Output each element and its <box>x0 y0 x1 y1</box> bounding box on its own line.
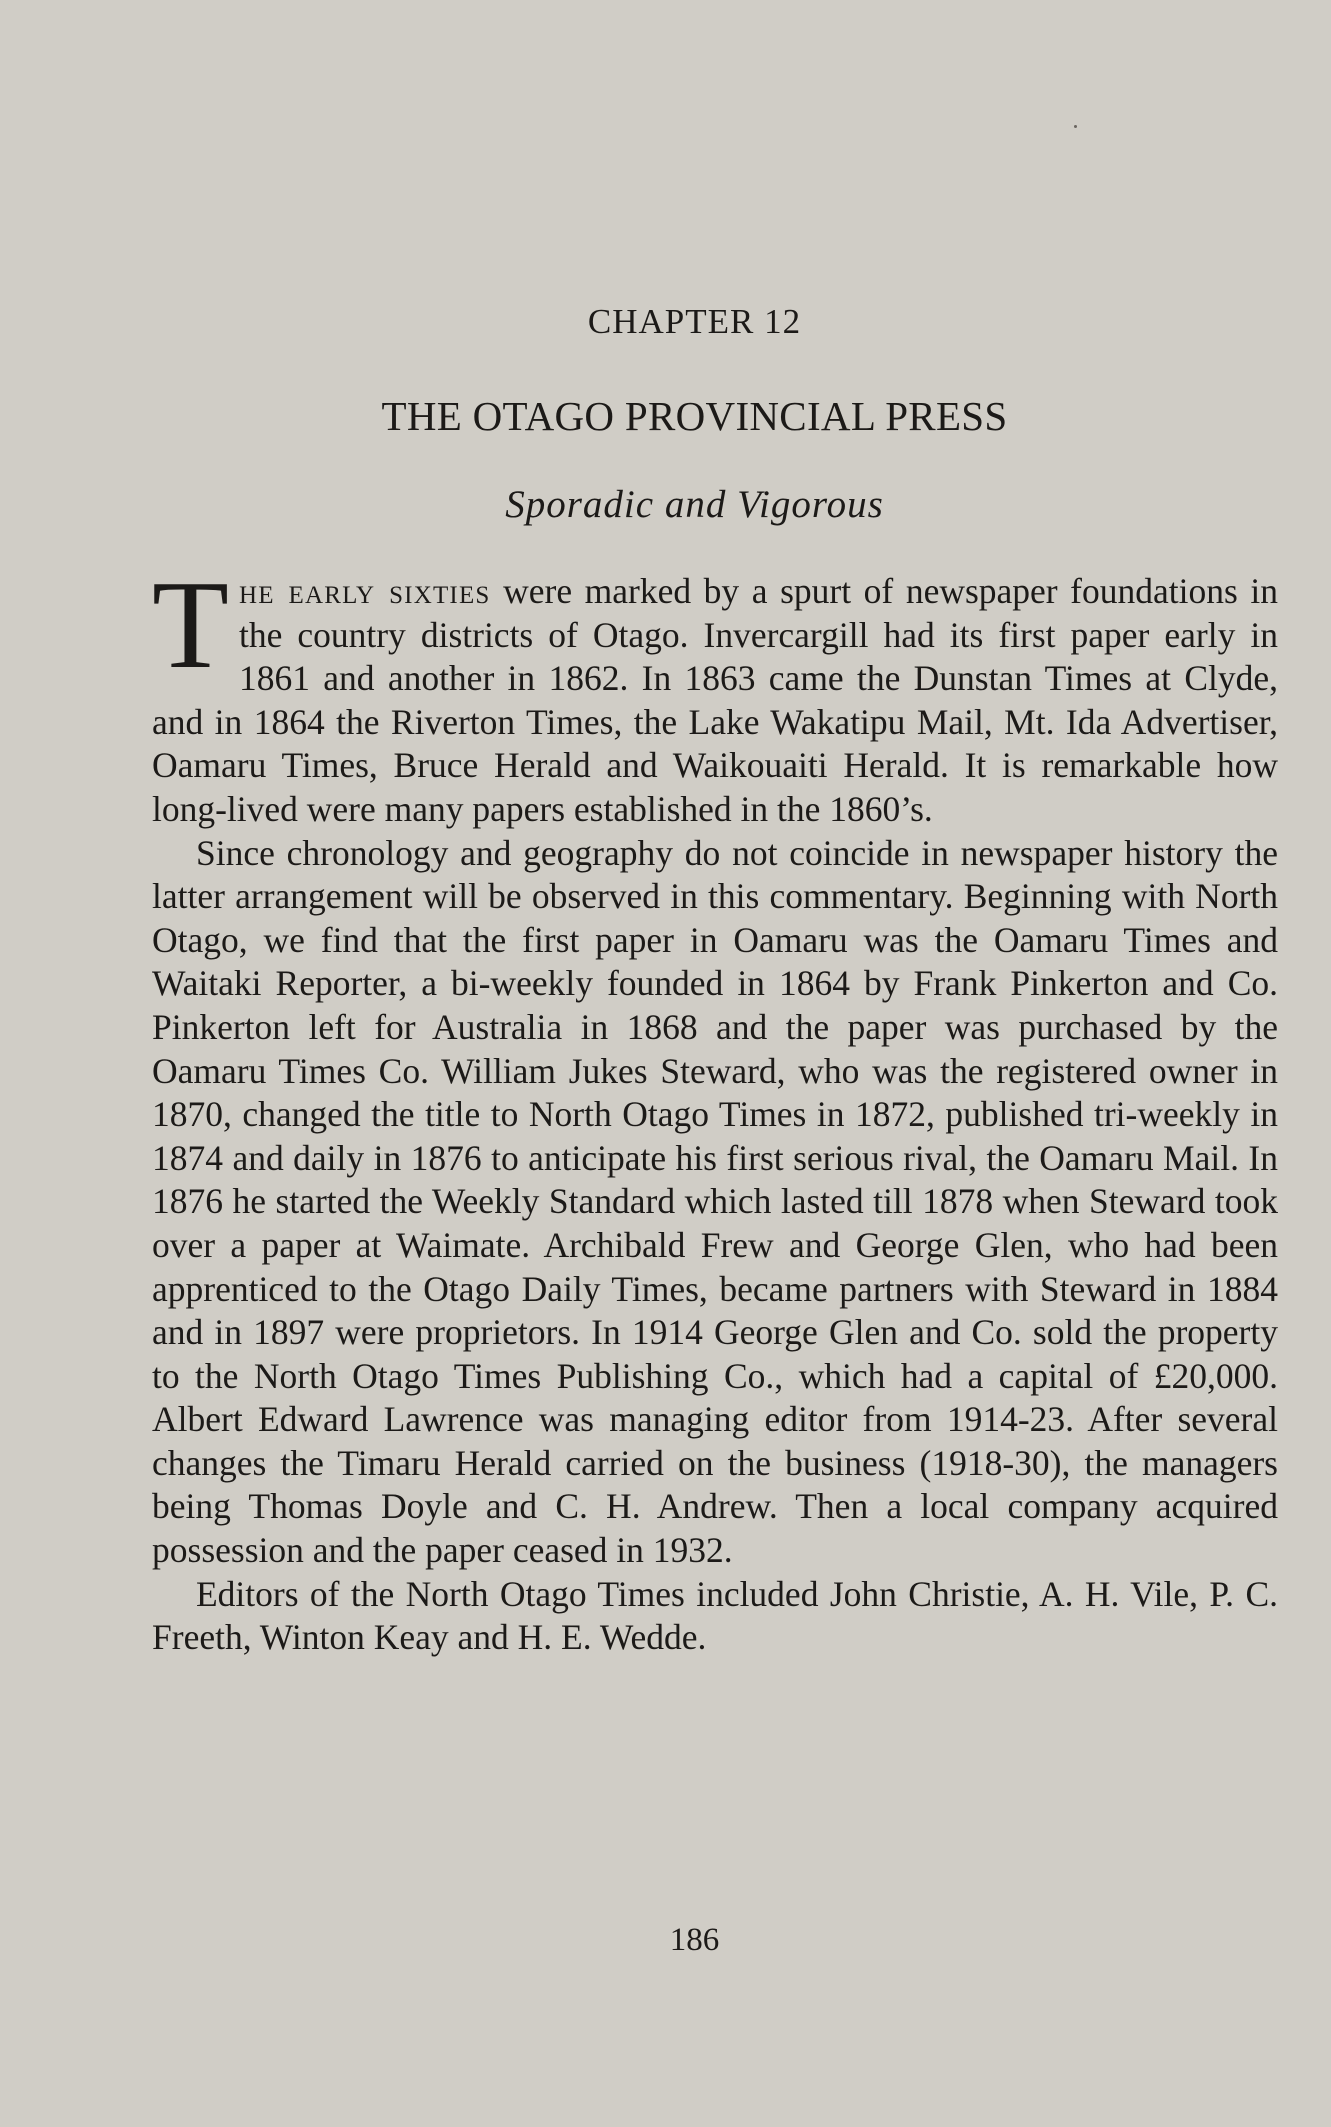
paragraph-3: Editors of the North Otago Times included John Christie, A. H. Vile, P. C. Freeth, Winton Keay and H. E. Wedde. <box>152 1573 1278 1658</box>
paragraph-2: Since chronology and geography do not coincide in newspaper history the latter arrangement will be observed in this commentary. Beginning with North Otago, we find that the first paper in Oamaru was the Oamaru Times and Waitaki Reporter, a bi-weekly founded in 1864 by Frank Pinkerton and Co. Pinkerton left for Australia in 1868 and the paper was purchased by the Oamaru Times Co. William Jukes Steward, who was the registered owner in 1870, changed the title to North Otago Times in 1872, published tri-weekly in 1874 and daily in 1876 to anticipate his first serious rival, the Oamaru Mail. In 1876 he started the Weekly Standard which lasted till 1878 when Steward took over a paper at Waimate. Archibald Frew and George Glen, who had been apprenticed to the Otago Daily Times, became partners with Steward in 1884 and in 1897 were proprietors. In 1914 George Glen and Co. sold the property to the North Otago Times Publishing Co., which had a capital of £20,000. Albert Edward Lawrence was managing editor from 1914-23. After several changes the Timaru Herald carried on the business (1918-30), the managers being Thomas Doyle and C. H. Andrew. Then a local company acquired possession and the paper ceased in 1932. <box>152 832 1278 1571</box>
chapter-label: CHAPTER 12 <box>587 302 802 341</box>
page-speck <box>1074 125 1077 128</box>
chapter-title: THE OTAGO PROVINCIAL PRESS <box>381 393 1008 439</box>
opening-smallcaps: he early sixties <box>238 571 491 611</box>
paragraph-1-text: were marked by a spurt of newspaper foundations in the country districts of Otago. Invercargill had its first paper early in 1861 and another in 1862. In 1863 came the Dunstan Times at Clyde, and in 1864 the Riverton Times, the Lake Wakatipu Mail, Mt. Ida Advertiser, Oamaru Times, Bruce Herald and Waikouaiti Herald. It is remarkable how long-lived were many papers established in the 1860’s. <box>152 571 1278 829</box>
paragraph-1 <box>152 556 1278 832</box>
drop-cap: T <box>152 556 229 695</box>
body-text <box>152 556 1278 1660</box>
page-number: 186 <box>669 1922 720 1958</box>
chapter-subtitle: Sporadic and Vigorous <box>505 483 884 526</box>
